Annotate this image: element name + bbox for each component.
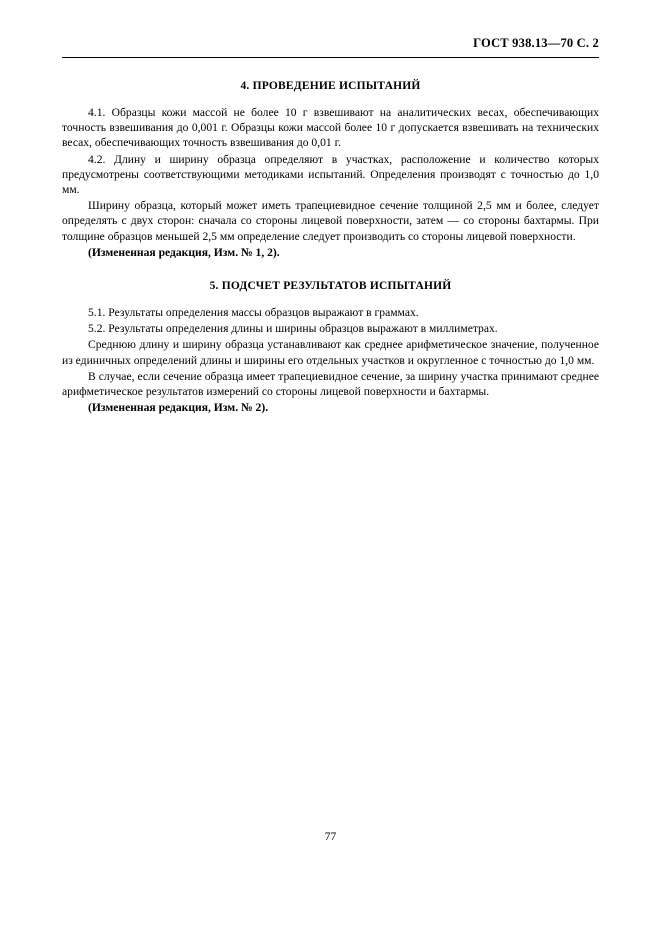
- paragraph-4-2-continued: Ширину образца, который может иметь трапециевидное сечение толщиной 2,5 мм и более, следует определять с двух сторон: сначала со стороны лицевой поверхности, затем — со стороны бахтармы. При толщине образцов меньшей 2,5 мм определение следует производить со стороны лицевой поверхности.: [62, 199, 599, 243]
- revision-note-4: (Измененная редакция, Изм. № 1, 2).: [88, 245, 280, 259]
- paragraph-average-dimensions: Среднюю длину и ширину образца устанавливают как среднее арифметическое значение, полученное из единичных определений длины и ширины его отдельных участков и округленное с точностью до 1,0 мм.: [62, 338, 599, 367]
- page-number: 77: [324, 831, 337, 843]
- page-content: [62, 36, 599, 416]
- paragraph-trapezoid-case: В случае, если сечение образца имеет трапециевидное сечение, за ширину участка принимают среднее арифметическое результатов измерений со стороны лицевой поверхности и бахтармы.: [62, 369, 599, 399]
- paragraph-4-2: 4.2. Длину и ширину образца определяют в участках, расположение и количество которых предусмотрены соответствующими методиками испытаний. Определения производят с точностью до 1,0 мм.: [62, 152, 599, 197]
- paragraph-4-1: 4.1. Образцы кожи массой не более 10 г взвешивают на аналитических весах, обеспечивающих точность взвешивания до 0,001 г. Образцы кожи массой более 10 г допускается взвешивать на технических весах, обеспечивающих точность взвешивания до 0,01 г.: [62, 106, 599, 150]
- section-title-4: 4. ПРОВЕДЕНИЕ ИСПЫТАНИЙ: [240, 80, 421, 92]
- revision-note-5: (Измененная редакция, Изм. № 2).: [88, 401, 269, 415]
- header-divider: [62, 57, 599, 58]
- paragraph-5-2: 5.2. Результаты определения длины и ширины образцов выражают в миллиметрах.: [88, 322, 498, 336]
- page-header: ГОСТ 938.13—70 С. 2: [473, 36, 599, 50]
- section-title-5: 5. ПОДСЧЕТ РЕЗУЛЬТАТОВ ИСПЫТАНИЙ: [209, 280, 452, 293]
- paragraph-5-1: 5.1. Результаты определения массы образцов выражают в граммах.: [88, 306, 419, 320]
